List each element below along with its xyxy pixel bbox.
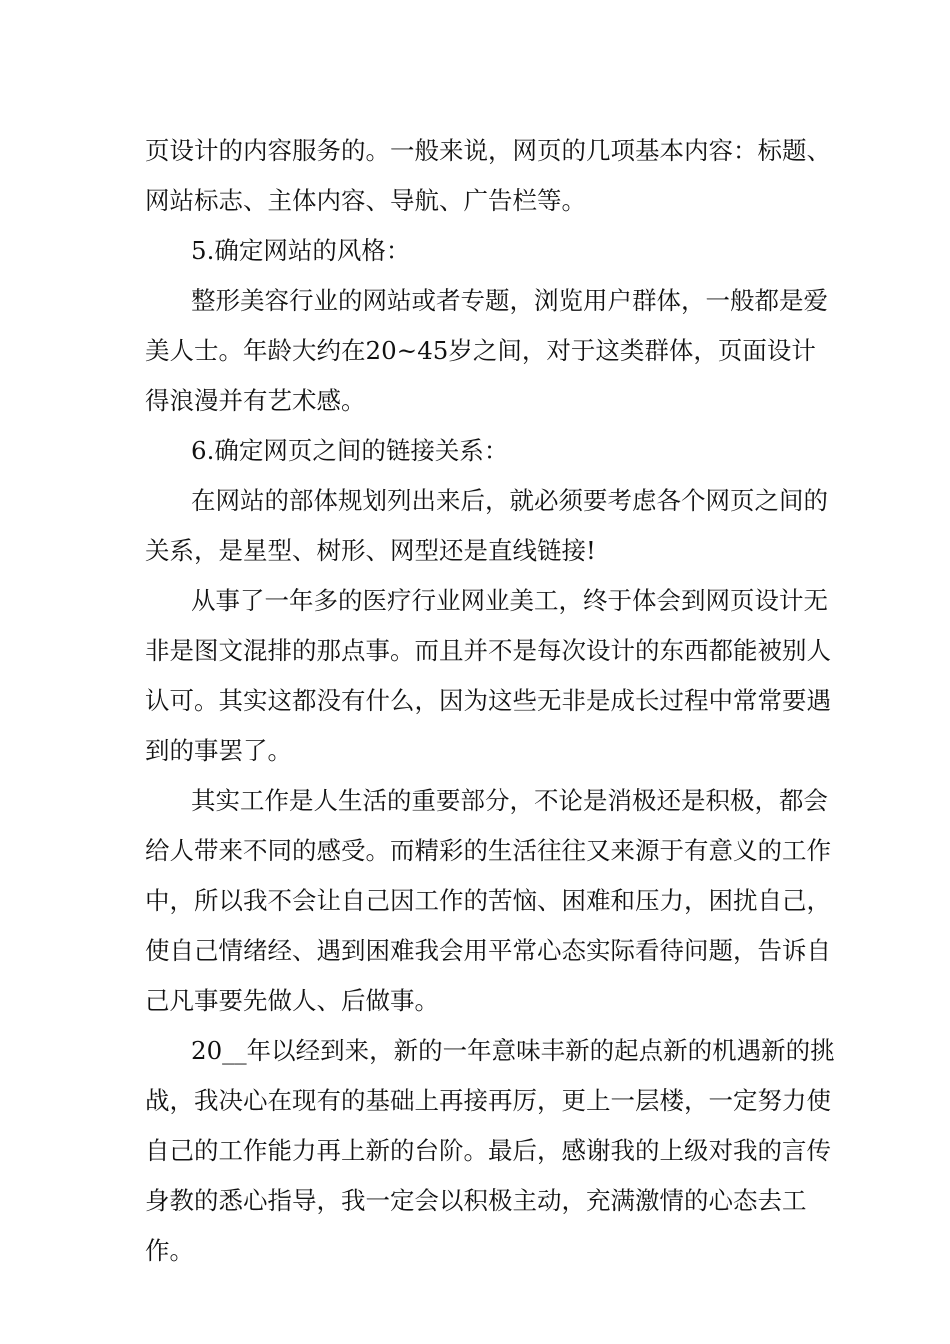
paragraph-5: 在网站的部体规划列出来后，就必须要考虑各个网页之间的关系，是星型、树形、网型还是直线链接!: [145, 486, 828, 565]
document-body: [145, 126, 835, 1276]
paragraph-8: 20__年以经到来，新的一年意味丰新的起点新的机遇新的挑战，我决心在现有的基础上再接再厉，更上一层楼，一定努力使自己的工作能力再上新的台阶。最后，感谢我的上级对我的言传身教的悉心指导，我一定会以积极主动，充满激情的心态去工作。: [145, 1036, 835, 1265]
paragraph-3: 整形美容行业的网站或者专题，浏览用户群体，一般都是爱美人士。年龄大约在20~45岁之间，对于这类群体，页面设计得浪漫并有艺术感。: [145, 286, 828, 415]
paragraph-1: 页设计的内容服务的。一般来说，网页的几项基本内容：标题、网站标志、主体内容、导航、广告栏等。: [145, 136, 831, 215]
paragraph-7: 其实工作是人生活的重要部分，不论是消极还是积极，都会给人带来不同的感受。而精彩的生活往往又来源于有意义的工作中，所以我不会让自己因工作的苦恼、困难和压力，困扰自己，使自己情绪经、遇到困难我会用平常心态实际看待问题，告诉自己凡事要先做人、后做事。: [145, 786, 831, 1015]
paragraph-6: 从事了一年多的医疗行业网业美工，终于体会到网页设计无非是图文混排的那点事。而且并不是每次设计的东西都能被别人认可。其实这都没有什么，因为这些无非是成长过程中常常要遇到的事罢了。: [145, 586, 831, 765]
paragraph-2: 5.确定网站的风格：: [191, 236, 411, 265]
paragraph-4: 6.确定网页之间的链接关系：: [191, 436, 509, 465]
